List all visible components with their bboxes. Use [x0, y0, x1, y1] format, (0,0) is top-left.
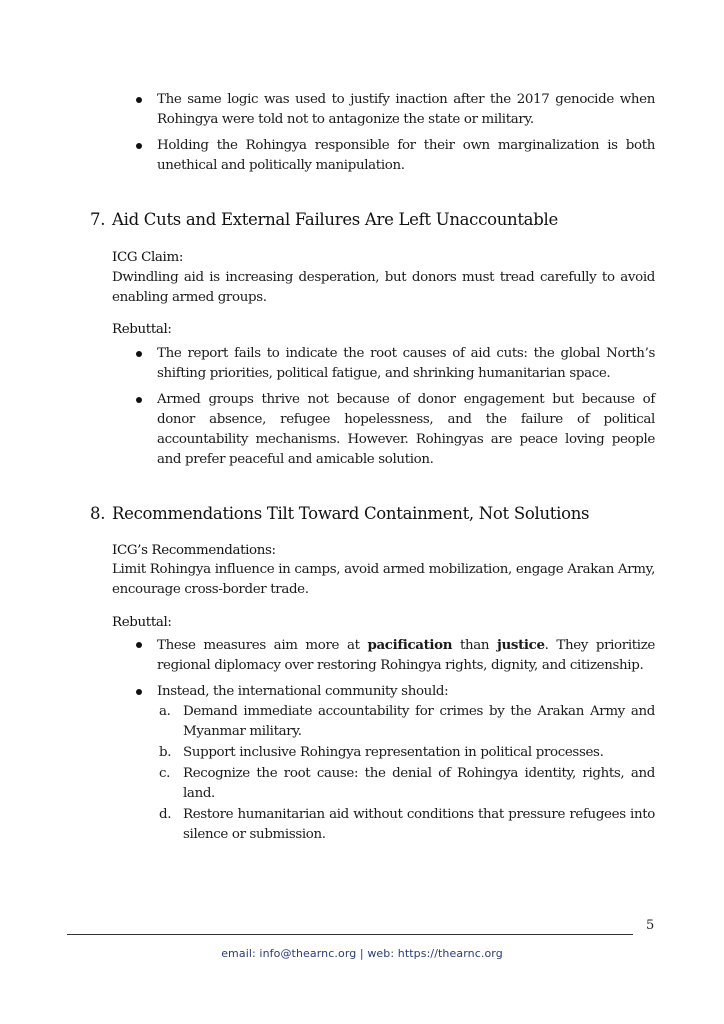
bullet-text-pre: These measures aim more at [157, 638, 368, 653]
section-8-heading [90, 503, 589, 525]
bullet-icon [136, 397, 142, 403]
bullet-icon [136, 143, 142, 149]
sub-list-item [159, 805, 655, 845]
item-marker: a. [159, 704, 171, 719]
bullet-text: Instead, the international community should: [157, 684, 449, 699]
bullet-icon [136, 97, 142, 103]
sub-list-item [159, 743, 655, 763]
footer-contact: email: info@thearnc.org | web: https://thearnc.org [221, 947, 503, 960]
continuation-bullet-list [133, 90, 655, 182]
icg-claim-text: Dwindling aid is increasing desperation, but donors must tread carefully to avoid enabling armed groups. [112, 270, 655, 305]
item-text: Support inclusive Rohingya representation in political processes. [183, 745, 604, 760]
item-marker: d. [159, 807, 172, 822]
bullet-text: Armed groups thrive not because of donor engagement but because of donor absence, refugee hopelessness, and the failure of political accountability mechanisms. However. Rohingyas are peace loving people and prefer peaceful and amicable solution. [157, 392, 655, 467]
rebuttal-label: Rebuttal: [112, 322, 172, 337]
icg-recommendations-text: Limit Rohingya influence in camps, avoid armed mobilization, engage Arakan Army, encourage cross-border trade. [112, 562, 655, 597]
icg-recommendations-label: ICG’s Recommendations: [112, 543, 276, 558]
list-item [133, 635, 655, 676]
section-title: Recommendations Tilt Toward Containment, Not Solutions [112, 504, 590, 523]
list-item [133, 682, 655, 845]
section-8-rebuttal-list [133, 635, 655, 851]
section-7-rebuttal-list [133, 344, 655, 476]
emphasis-pacification: pacification [367, 637, 453, 653]
bullet-icon [136, 642, 142, 648]
section-number: 8. [90, 504, 106, 523]
item-marker: c. [159, 766, 171, 781]
bullet-text-mid: than [452, 638, 498, 653]
section-number: 7. [90, 210, 106, 229]
sub-list-item [159, 764, 655, 804]
page-number: 5 [646, 918, 655, 933]
bullet-text: The report fails to indicate the root causes of aid cuts: the global North’s shifting priorities, political fatigue, and shrinking humanitarian space. [157, 346, 655, 381]
item-text: Restore humanitarian aid without conditions that pressure refugees into silence or submission. [183, 807, 655, 842]
section-title: Aid Cuts and External Failures Are Left Unaccountable [112, 210, 558, 229]
list-item [133, 390, 655, 470]
item-text: Demand immediate accountability for crimes by the Arakan Army and Myanmar military. [183, 704, 655, 739]
icg-claim-label: ICG Claim: [112, 250, 183, 265]
rebuttal-label: Rebuttal: [112, 615, 172, 630]
emphasis-justice: justice [497, 637, 545, 653]
item-text: Recognize the root cause: the denial of Rohingya identity, rights, and land. [183, 766, 655, 801]
bullet-text-post: . They prioritize regional diplomacy over restoring Rohingya rights, dignity, and citizenship. [157, 638, 655, 673]
list-item [133, 344, 655, 384]
list-item [133, 90, 655, 130]
recommendations-sub-list [159, 702, 655, 845]
list-item [133, 136, 655, 176]
bullet-text: The same logic was used to justify inaction after the 2017 genocide when Rohingya were told not to antagonize the state or military. [157, 92, 655, 127]
bullet-icon [136, 689, 142, 695]
footer-divider [67, 934, 633, 935]
bullet-icon [136, 351, 142, 357]
item-marker: b. [159, 745, 172, 760]
section-7-heading [90, 209, 558, 231]
bullet-text: Holding the Rohingya responsible for their own marginalization is both unethical and politically manipulation. [157, 138, 655, 173]
sub-list-item [159, 702, 655, 742]
